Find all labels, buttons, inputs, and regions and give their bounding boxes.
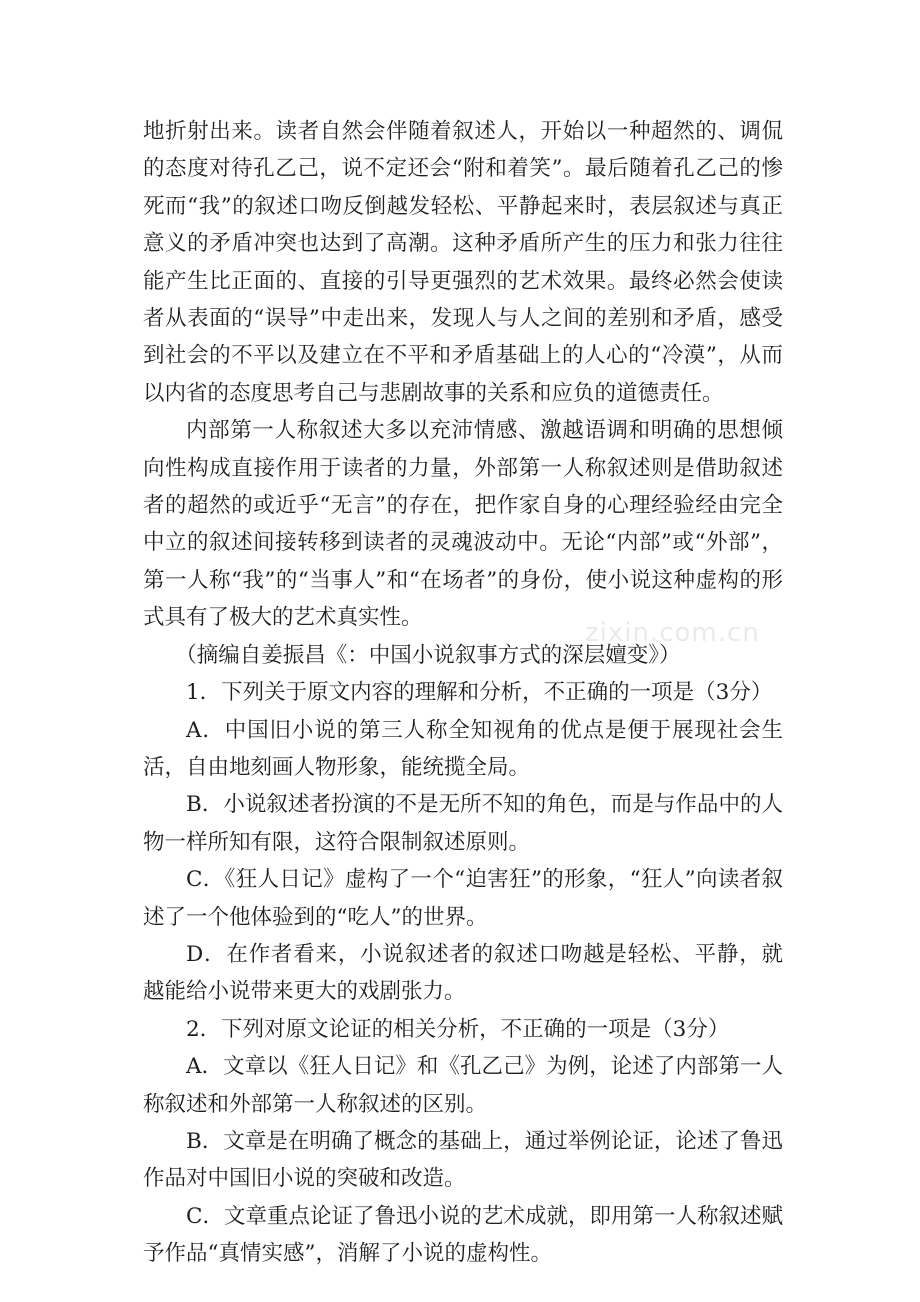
question-1-option-c: C．《狂人日记》虚构了一个“迫害狂”的形象，“狂人”向读者叙述了一个他体验到的“吃人”的世界。 — [143, 867, 783, 930]
question-1-option-a: A．中国旧小说的第三人称全知视角的优点是便于展现社会生活，自由地刻画人物形象，能统揽全局。 — [143, 717, 783, 780]
watermark: zixin.com.cn — [585, 618, 760, 648]
source-citation: （摘编自姜振昌《：中国小说叙事方式的深层嬗变》） — [175, 642, 681, 668]
paragraph-continued: 地折射出来。读者自然会伴随着叙述人，开始以一种超然的、调侃的态度对待孔乙己，说不定还会“附和着笑”。最后随着孔乙己的惨死而“我”的叙述口吻反倒越发轻松、平静起来时，表层叙述与真正意义的矛盾冲突也达到了高潮。这种矛盾所产生的压力和张力往往能产生比正面的、直接的引导更强烈的艺术效果。最终必然会使读者从表面的“误导”中走出来，发现人与人之间的差别和矛盾，感受到社会的不平以及建立在不平和矛盾基础上的人心的“冷漠”，从而以内省的态度思考自己与悲剧故事的关系和应负的道德责任。 — [143, 119, 783, 406]
document-body — [143, 113, 783, 1273]
question-2-option-c: C．文章重点论证了鲁迅小说的艺术成就，即用第一人称叙述赋予作品“真情实感”，消解了小说的虚构性。 — [143, 1203, 783, 1267]
question-2-option-b: B．文章是在明确了概念的基础上，通过举例论证，论述了鲁迅作品对中国旧小说的突破和改造。 — [143, 1128, 783, 1192]
question-2-stem: 2．下列对原文论证的相关分析，不正确的一项是（3分） — [186, 1016, 730, 1042]
question-1-option-b: B．小说叙述者扮演的不是无所不知的角色，而是与作品中的人物一样所知有限，这符合限制叙述原则。 — [143, 792, 783, 855]
paragraph-narration: 内部第一人称叙述大多以充沛情感、激越语调和明确的思想倾向性构成直接作用于读者的力量，外部第一人称叙述则是借助叙述者的超然的或近乎“无言”的存在，把作家自身的心理经验经由完全中立的叙述间接转移到读者的灵魂波动中。无论“内部”或“外部”，第一人称“我”的“当事人”和“在场者”的身份，使小说这种虚构的形式具有了极大的艺术真实性。 — [143, 418, 783, 631]
question-1-option-d: D．在作者看来，小说叙述者的叙述口吻越是轻松、平静，就越能给小说带来更大的戏剧张力。 — [143, 941, 783, 1005]
question-1-stem: 1．下列关于原文内容的理解和分析，不正确的一项是（3分） — [186, 680, 773, 706]
question-2-option-a: A．文章以《狂人日记》和《孔乙己》为例，论述了内部第一人称叙述和外部第一人称叙述的区别。 — [143, 1054, 783, 1117]
